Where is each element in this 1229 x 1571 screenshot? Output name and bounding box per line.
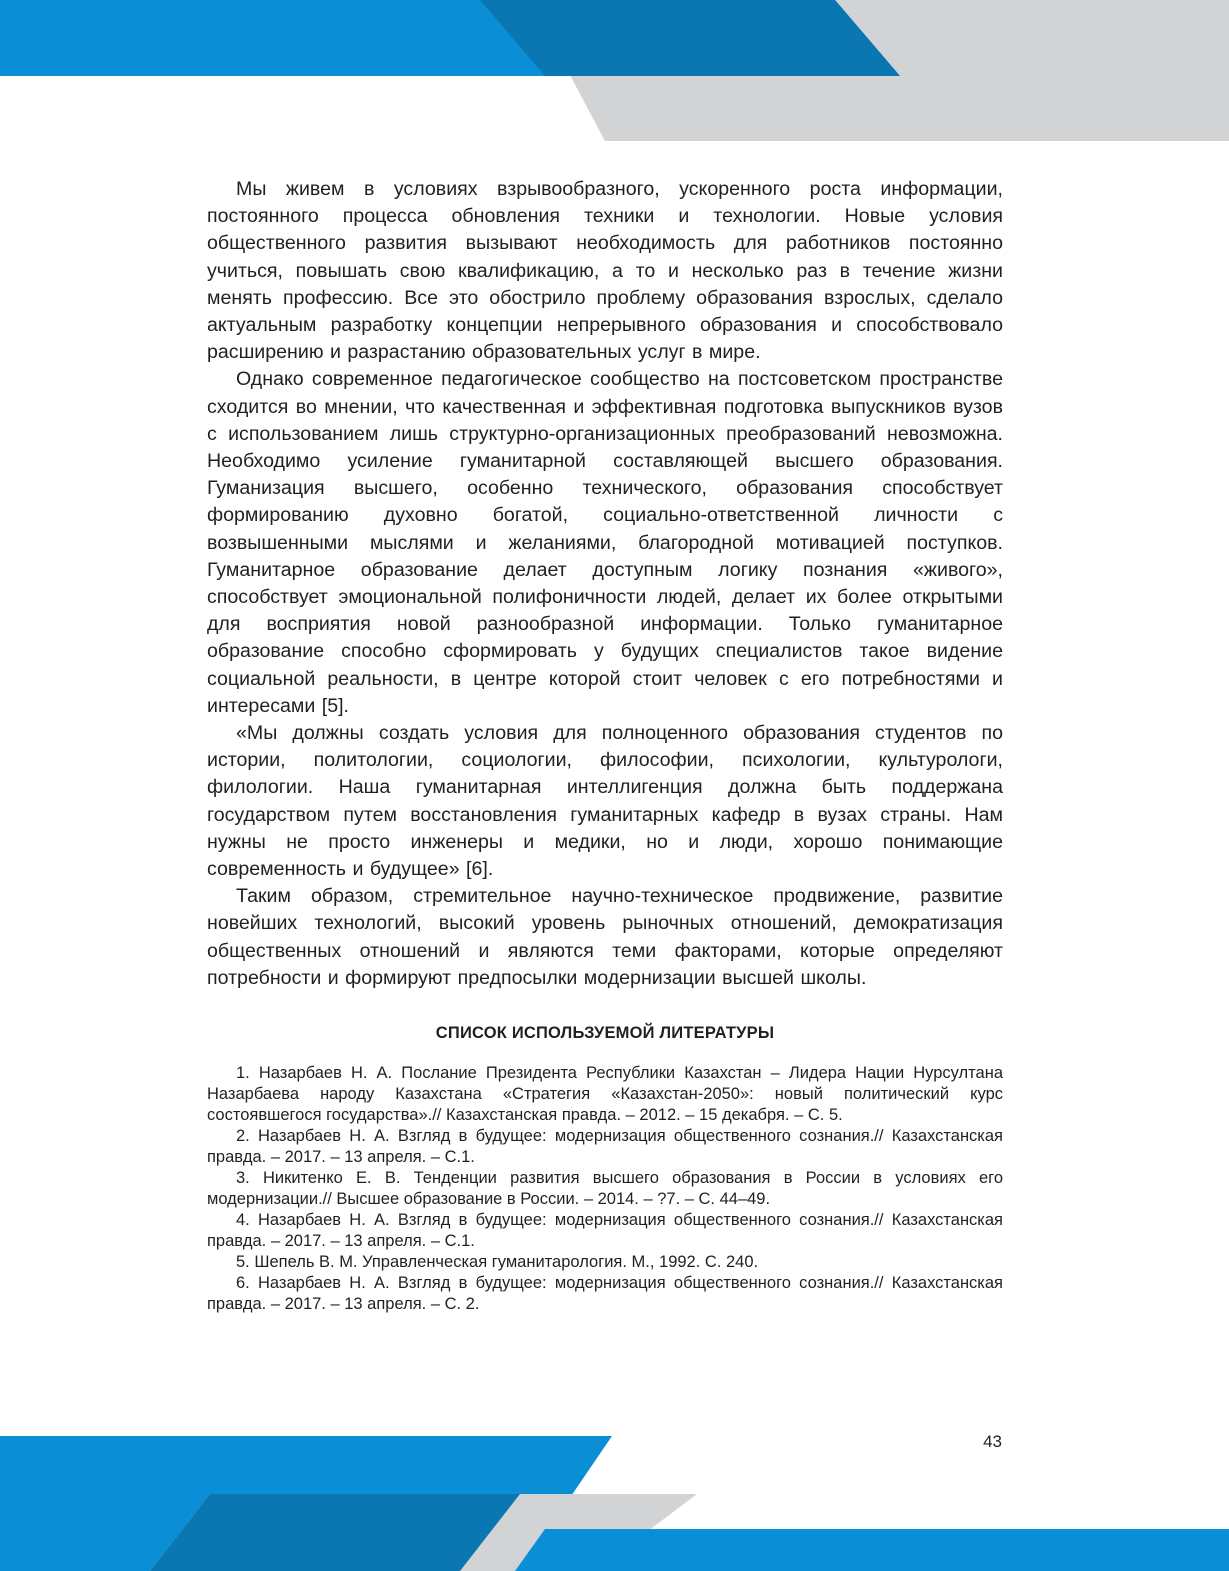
reference-item: 2. Назарбаев Н. А. Взгляд в будущее: модернизация общественного сознания.// Казахстанская правда. – 2017. – 13 апреля. – С.1.: [207, 1127, 1003, 1167]
references-list: [207, 1063, 1003, 1315]
top-dark-blue-band: [480, 0, 900, 76]
body-paragraph-4: Таким образом, стремительное научно-техническое продвижение, развитие новейших технологий, высокий уровень рыночных отношений, демократизация общественных отношений и являются теми факторами, которые определяют потребности и формируют предпосылки модернизации высшей школы.: [207, 885, 1003, 989]
reference-item: 5. Шепель В. М. Управленческая гуманитарология. М., 1992. С. 240.: [236, 1253, 759, 1272]
body-paragraph-3: «Мы должны создать условия для полноценного образования студентов по истории, политологии, социологии, философии, психологии, культурологи, филологии. Наша гуманитарная интеллигенция должна быть поддержана государством путем восстановления гуманитарных кафедр в вузах страны. Нам нужны не просто инженеры и медики, но и люди, хорошо понимающие современность и будущее» [6].: [207, 722, 1003, 881]
body-paragraph-2: Однако современное педагогическое сообщество на постсоветском пространстве сходится во мнении, что качественная и эффективная подготовка выпускников вузов с использованием лишь структурно-организационных преобразований невозможна. Необходимо усиление гуманитарной составляющей высшего образования. Гуманизация высшего, особенно технического, образования способствует формированию духовно богатой, социально-ответственной личности с возвышенными мыслями и желаниями, благородной мотивацией поступков. Гуманитарное образование делает доступным логику познания «живого», способствует эмоциональной полифоничности людей, делает их более открытыми для восприятия новой разнообразной информации. Только гуманитарное образование способно сформировать у будущих специалистов такое видение социальной реальности, в центре которой стоит человек с его потребностями и интересами [5].: [207, 368, 1003, 717]
reference-item: 1. Назарбаев Н. А. Послание Президента Республики Казахстан – Лидера Нации Нурсултана Назарбаева народу Казахстана «Стратегия «Казахстан-2050»: новый политический курс состоявшегося государства».// Казахстанская правда. – 2012. – 15 декабря. – С. 5.: [207, 1064, 1003, 1125]
body-paragraph-1: Мы живем в условиях взрывообразного, ускоренного роста информации, постоянного процесса обновления техники и технологии. Новые условия общественного развития вызывают необходимость для работников постоянно учиться, повышать свою квалификацию, а то и несколько раз в течение жизни менять профессию. Все это обострило проблему образования взрослых, сделало актуальным разработку концепции непрерывного образования и способствовало расширению и разрастанию образовательных услуг в мире.: [207, 178, 1003, 364]
page-content: [207, 176, 1003, 1315]
reference-item: 3. Никитенко Е. В. Тенденции развития высшего образования в России в условиях его модернизации.// Высшее образование в России. – 2014. – ?7. – С. 44–49.: [207, 1169, 1003, 1209]
reference-item: 6. Назарбаев Н. А. Взгляд в будущее: модернизация общественного сознания.// Казахстанская правда. – 2017. – 13 апреля. – С. 2.: [207, 1274, 1003, 1314]
references-title: СПИСОК ИСПОЛЬЗУЕМОЙ ЛИТЕРАТУРЫ: [435, 1024, 775, 1043]
reference-item: 4. Назарбаев Н. А. Взгляд в будущее: модернизация общественного сознания.// Казахстанская правда. – 2017. – 13 апреля. – С.1.: [207, 1211, 1003, 1251]
bottom-dark-blue-band: [150, 1494, 520, 1571]
bottom-right-blue-band: [515, 1529, 1229, 1571]
page-number: 43: [983, 1432, 1002, 1451]
